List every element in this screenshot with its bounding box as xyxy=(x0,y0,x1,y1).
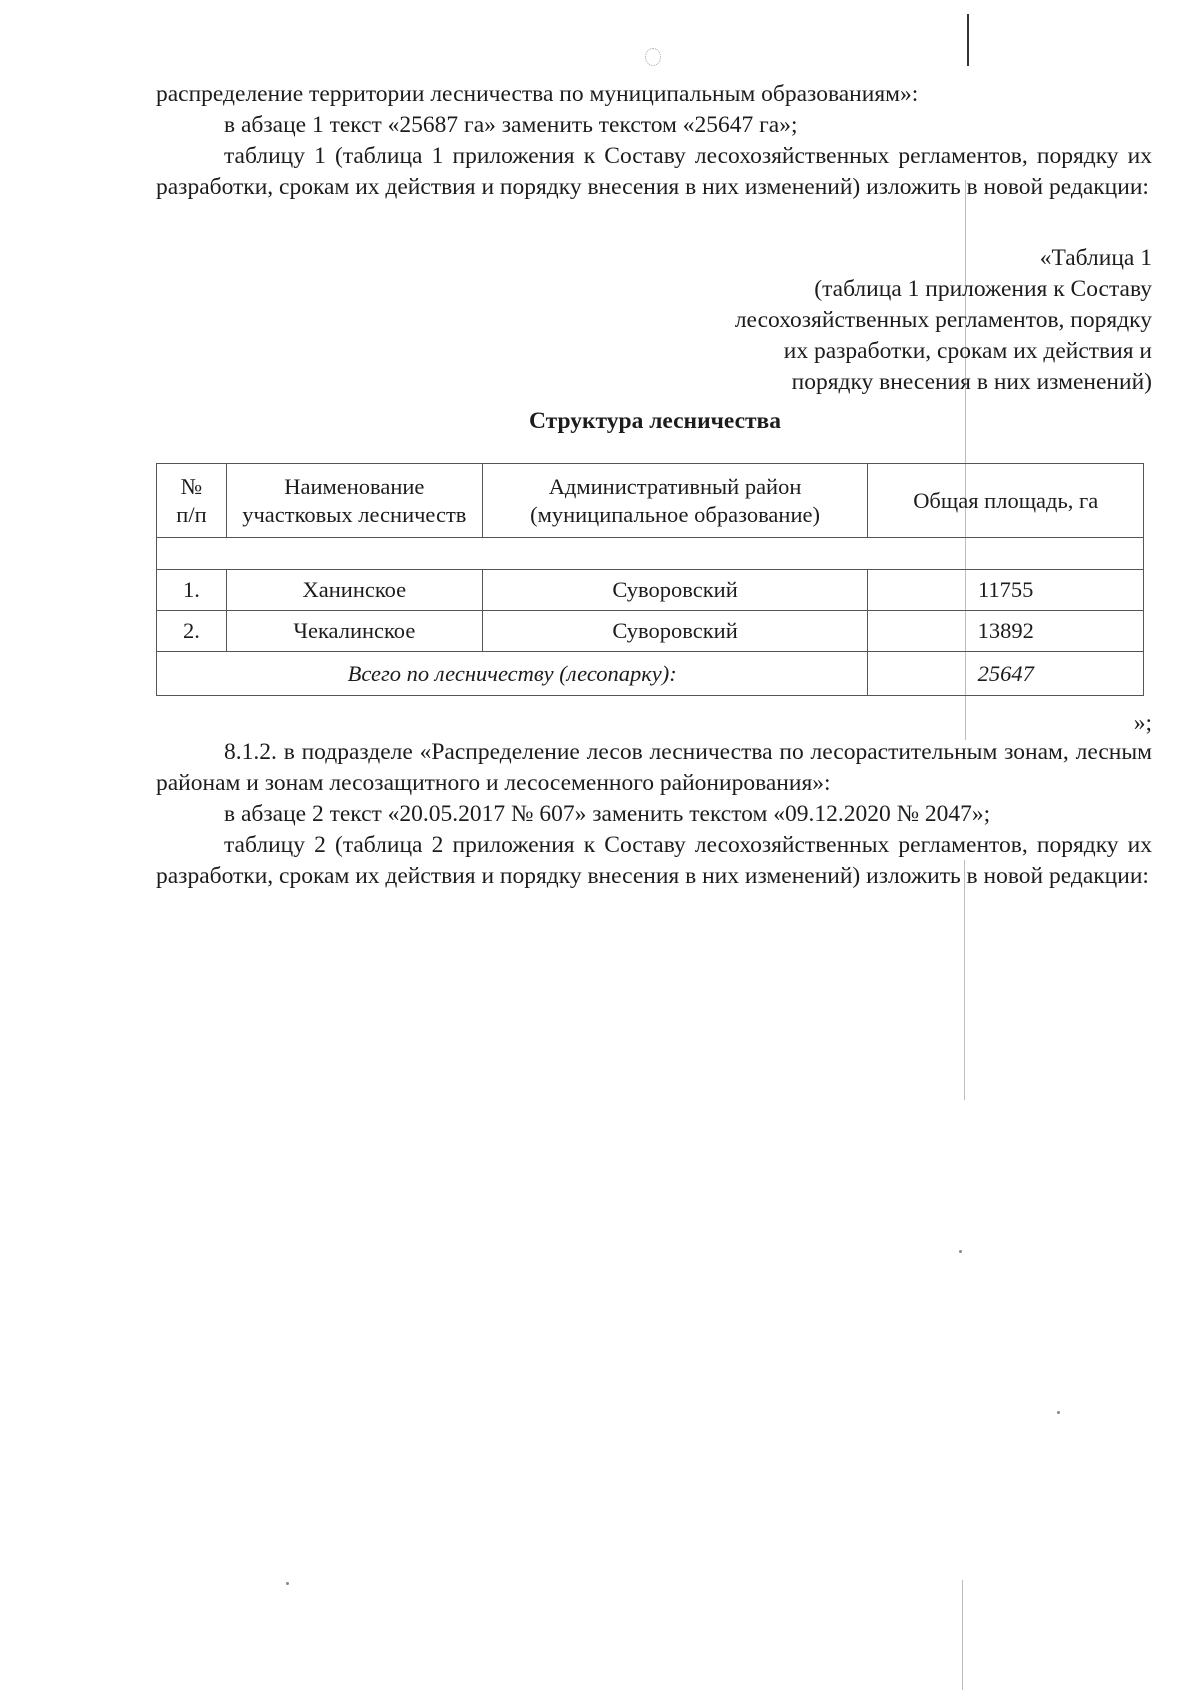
after-text-block xyxy=(156,737,1152,892)
scan-speck xyxy=(959,1250,962,1253)
scan-speck xyxy=(286,1582,289,1585)
closing-quote: »; xyxy=(1133,710,1152,736)
scan-speck xyxy=(1057,1411,1060,1414)
forestry-structure-table xyxy=(156,463,1144,696)
intro-text-block xyxy=(156,79,1152,203)
header-number: № п/п xyxy=(157,464,227,538)
intro-line-1: распределение территории лесничества по муниципальным образованиям»: xyxy=(156,81,919,107)
cell-area: 13892 xyxy=(868,611,1144,652)
table-spacer-row xyxy=(157,538,1144,570)
scan-artifact-line xyxy=(964,860,965,1100)
intro-line-2: в абзаце 1 текст «25687 га» заменить текстом «25647 га»; xyxy=(224,112,798,138)
after-line-2: в абзаце 2 текст «20.05.2017 № 607» заменить текстом «09.12.2020 № 2047»; xyxy=(224,801,991,827)
cell-number: 1. xyxy=(157,570,227,611)
table-row xyxy=(157,570,1144,611)
scan-stamp-mark xyxy=(645,48,661,66)
header-area: Общая площадь, га xyxy=(868,464,1144,538)
after-line-3: таблицу 2 (таблица 2 приложения к Составу лесохозяйственных регламентов, порядку их разработки, срокам их действия и порядку внесения в них изменений) изложить в новой редакции: xyxy=(156,832,1152,889)
cell-area: 11755 xyxy=(868,570,1144,611)
cell-forestry-name: Чекалинское xyxy=(226,611,482,652)
cell-district: Суворовский xyxy=(482,570,868,611)
table-title: Структура лесничества xyxy=(528,408,782,434)
cell-forestry-name: Ханинское xyxy=(226,570,482,611)
table-spacer-cell xyxy=(157,538,1144,570)
scan-artifact-line xyxy=(962,1580,963,1690)
header-forestry-name: Наименование участковых лесничеств xyxy=(226,464,482,538)
table-caption-line-3: лесохозяйственных регламентов, порядку xyxy=(734,307,1152,333)
total-value: 25647 xyxy=(868,652,1144,696)
table-header-row xyxy=(157,464,1144,538)
table-caption-line-4: их разработки, срокам их действия и xyxy=(783,338,1152,364)
scan-artifact-line xyxy=(967,14,969,66)
table-total-row xyxy=(157,652,1144,696)
cell-district: Суворовский xyxy=(482,611,868,652)
table-caption-line-2: (таблица 1 приложения к Составу xyxy=(814,276,1152,302)
table-caption xyxy=(632,243,1152,398)
table-row xyxy=(157,611,1144,652)
after-line-1: 8.1.2. в подразделе «Распределение лесов лесничества по лесорастительным зонам, лесным районам и зонам лесозащитного и лесосеменного районирования»: xyxy=(156,739,1152,796)
header-district: Административный район (муниципальное образование) xyxy=(482,464,868,538)
cell-number: 2. xyxy=(157,611,227,652)
intro-line-3: таблицу 1 (таблица 1 приложения к Составу лесохозяйственных регламентов, порядку их разработки, срокам их действия и порядку внесения в них изменений) изложить в новой редакции: xyxy=(156,143,1152,200)
table-caption-line-1: «Таблица 1 xyxy=(1039,245,1152,271)
table-caption-line-5: порядку внесения в них изменений) xyxy=(791,369,1152,395)
total-label: Всего по лесничеству (лесопарку): xyxy=(157,652,868,696)
